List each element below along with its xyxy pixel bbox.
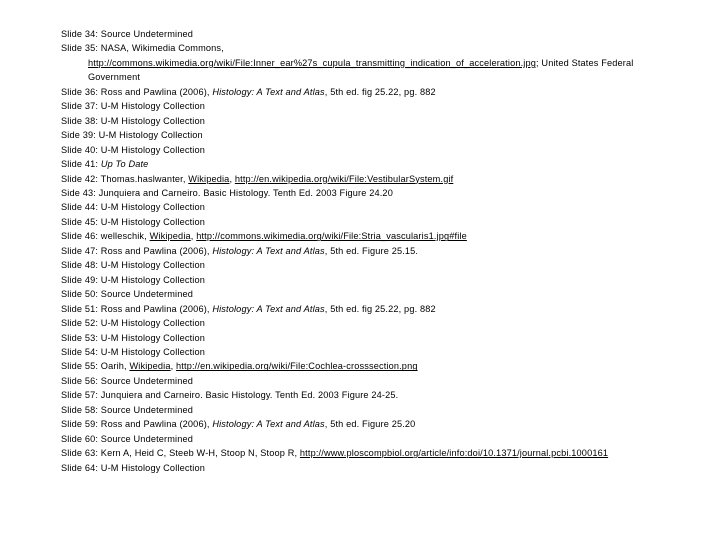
credit-text: Slide 34: Source Undetermined [61, 29, 194, 39]
credit-line [61, 186, 666, 200]
credit-text: Slide 50: Source Undetermined [61, 289, 194, 300]
book-title: Histology: A Text and Atlas [212, 303, 325, 314]
credit-line-continued [61, 70, 666, 84]
credit-text: , 5th ed. Figure 25.15. [324, 245, 419, 256]
credit-line [61, 461, 666, 475]
credit-text: , 5th ed. Figure 25.20 [324, 419, 416, 430]
credit-text: ; United States Federal [536, 57, 634, 68]
book-title: Histology: A Text and Atlas [212, 86, 325, 97]
credit-line [61, 258, 666, 272]
credit-text: Slide 41: [61, 159, 101, 170]
credit-text: Slide 40: U-M Histology Collection [61, 144, 205, 155]
credit-text: Slide 49: U-M Histology Collection [61, 274, 205, 285]
credit-text: Slide 64: U-M Histology Collection [61, 462, 205, 473]
credit-text: Slide 58: Source Undetermined [61, 404, 194, 415]
credit-text: Slide 55: Oarih, [61, 361, 130, 372]
credit-link[interactable]: http://www.ploscompbiol.org/article/info:doi/10.1371/journal.pcbi.1000161 [299, 448, 609, 459]
credit-text: , [229, 173, 235, 184]
credit-text: Slide 35: NASA, Wikimedia Commons, [61, 43, 224, 54]
credit-text: Slide 45: U-M Histology Collection [61, 216, 205, 227]
source-title: Up To Date [100, 159, 149, 170]
credit-line [61, 403, 666, 417]
credit-text: Slide 48: U-M Histology Collection [61, 260, 205, 271]
credit-line [61, 388, 666, 402]
book-title: Histology: A Text and Atlas [212, 419, 325, 430]
credit-text: Slide 52: U-M Histology Collection [61, 318, 205, 329]
wikipedia-link[interactable]: Wikipedia [149, 231, 191, 242]
credit-link[interactable]: http://commons.wikimedia.org/wiki/File:Inner_ear%27s_cupula_transmitting_indication_of_acceleration.jpg [88, 57, 536, 68]
credit-text: , 5th ed. fig 25.22, pg. 882 [324, 86, 436, 97]
credit-text: , [170, 361, 177, 372]
credit-line [61, 432, 666, 446]
credit-line [61, 345, 666, 359]
credit-line [61, 446, 666, 460]
credit-line [61, 157, 666, 171]
credit-line [61, 316, 666, 330]
attribution-list [61, 27, 666, 475]
credit-text: Slide 42: Thomas.haslwanter, [61, 173, 189, 184]
credit-line [61, 128, 666, 142]
credit-text: Slide 51: Ross and Pawlina (2006), [61, 303, 213, 314]
credit-text: Slide 44: U-M Histology Collection [61, 202, 205, 213]
credit-link[interactable]: http://en.wikipedia.org/wiki/File:Cochlea-crosssection.png [176, 361, 418, 372]
credit-line [61, 200, 666, 214]
wikipedia-link[interactable]: Wikipedia [129, 361, 171, 372]
credit-text: Side 39: U-M Histology Collection [61, 130, 203, 141]
credit-text: Slide 54: U-M Histology Collection [61, 346, 205, 357]
book-title: Histology: A Text and Atlas [212, 245, 325, 256]
credit-text: Slide 47: Ross and Pawlina (2006), [61, 245, 213, 256]
credit-line [61, 229, 666, 243]
credit-line [61, 114, 666, 128]
credit-line [61, 172, 666, 186]
credit-line [61, 287, 666, 301]
credit-text: Government [88, 72, 141, 83]
credit-line [61, 417, 666, 431]
credit-line-continued [61, 56, 666, 70]
credit-text: Slide 63: Kern A, Heid C, Steeb W-H, Stoop N, Stoop R, [61, 448, 300, 459]
credit-text: Side 43: Junquiera and Carneiro. Basic Histology. Tenth Ed. 2003 Figure 24.20 [61, 187, 393, 198]
credit-line [61, 244, 666, 258]
credit-line [61, 85, 666, 99]
credit-text: Slide 59: Ross and Pawlina (2006), [61, 419, 213, 430]
credit-text: Slide 38: U-M Histology Collection [61, 115, 205, 126]
credit-line [61, 143, 666, 157]
credit-line [61, 215, 666, 229]
credit-line [61, 41, 666, 55]
credit-text: Slide 53: U-M Histology Collection [61, 332, 205, 343]
credit-line [61, 99, 666, 113]
credit-line [61, 374, 666, 388]
credit-line [61, 331, 666, 345]
credit-text: , [190, 231, 197, 242]
credit-link[interactable]: http://commons.wikimedia.org/wiki/File:Stria_vascularis1.jpg#file [196, 231, 467, 242]
credit-text: Slide 46: welleschik, [61, 231, 150, 242]
credit-link[interactable]: http://en.wikipedia.org/wiki/File:VestibularSystem.gif [234, 173, 454, 184]
credit-text: , 5th ed. fig 25.22, pg. 882 [324, 303, 436, 314]
credit-text: Slide 36: Ross and Pawlina (2006), [61, 86, 213, 97]
credit-text: Slide 60: Source Undetermined [61, 433, 194, 444]
credit-text: Slide 37: U-M Histology Collection [61, 101, 205, 112]
credit-line [61, 359, 666, 373]
credit-text: Slide 57: Junquiera and Carneiro. Basic Histology. Tenth Ed. 2003 Figure 24-25. [61, 390, 399, 401]
credit-line [61, 302, 666, 316]
wikipedia-link[interactable]: Wikipedia [188, 173, 230, 184]
credit-line [61, 273, 666, 287]
credit-line [61, 27, 666, 41]
credit-text: Slide 56: Source Undetermined [61, 375, 194, 386]
